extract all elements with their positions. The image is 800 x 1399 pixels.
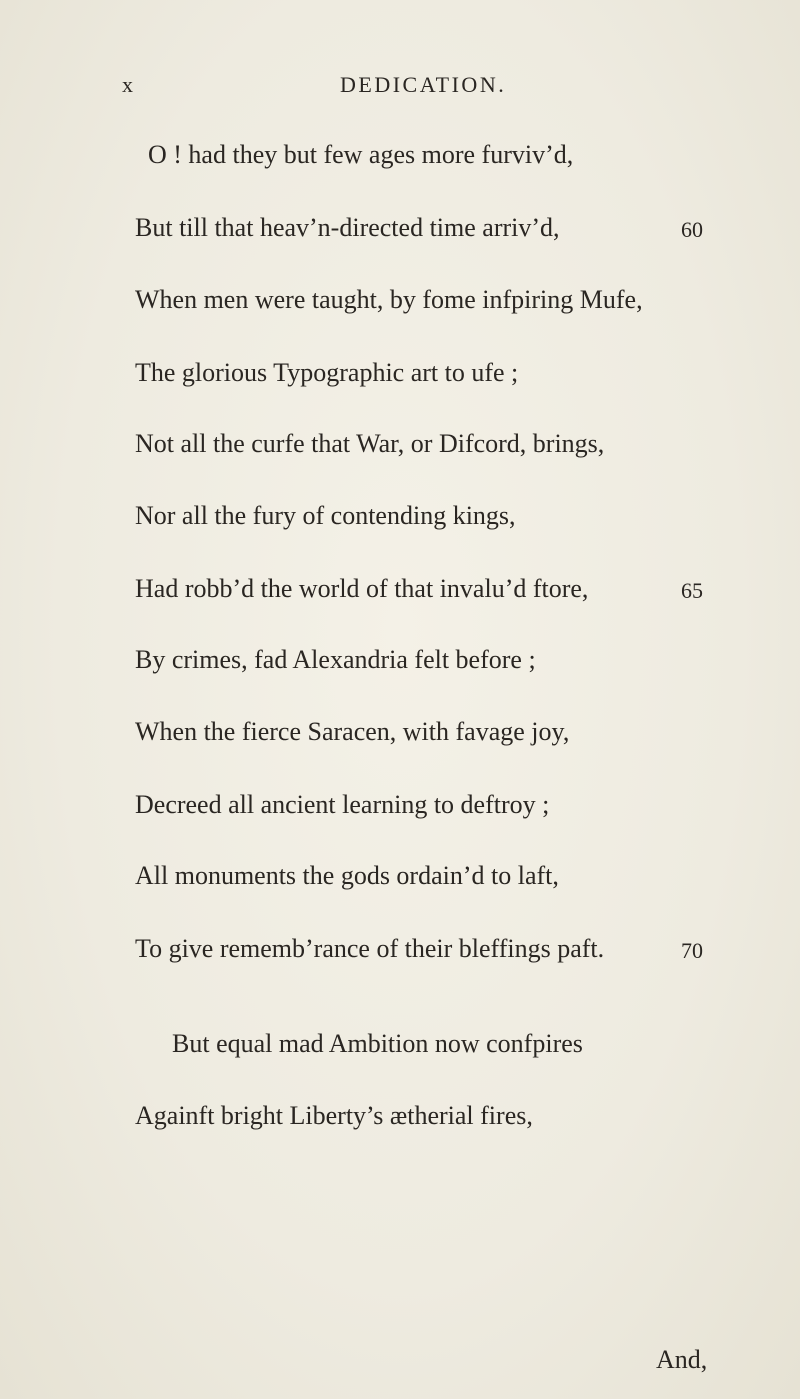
verse-line-text: But equal mad Ambition now confpires (172, 1029, 583, 1058)
verse-line-text: Nor all the fury of contending kings, (135, 501, 516, 530)
page-header (0, 72, 800, 102)
verse-line-text: But till that heav’n-directed time arriv’d, (135, 213, 560, 242)
verse-line-text: To give rememb’rance of their bleffings paft. (135, 934, 605, 963)
verse-line-text: When men were taught, by fome infpiring Mufe, (135, 285, 643, 314)
verse-line-text: O ! had they but few ages more furviv’d, (148, 140, 574, 169)
verse-line-text: Had robb’d the world of that invalu’d ftore, (135, 574, 589, 603)
verse-line-text: All monuments the gods ordain’d to laft, (135, 861, 559, 890)
line-number: 60 (681, 217, 703, 242)
page-number: x (122, 72, 134, 97)
catchword: And, (656, 1345, 708, 1374)
line-number: 70 (681, 938, 703, 963)
verse-line-text: Againft bright Liberty’s ætherial fires, (135, 1101, 533, 1130)
verse-line-text: Not all the curfe that War, or Difcord, brings, (135, 429, 605, 458)
verse-line-text: When the fierce Saracen, with favage joy, (135, 717, 570, 746)
running-head: DEDICATION. (340, 72, 507, 97)
line-number: 65 (681, 578, 703, 603)
verse-line-text: By crimes, fad Alexandria felt before ; (135, 645, 536, 674)
verse-line-text: Decreed all ancient learning to deftroy ; (135, 790, 550, 819)
verse-line-text: The glorious Typographic art to ufe ; (135, 358, 519, 387)
